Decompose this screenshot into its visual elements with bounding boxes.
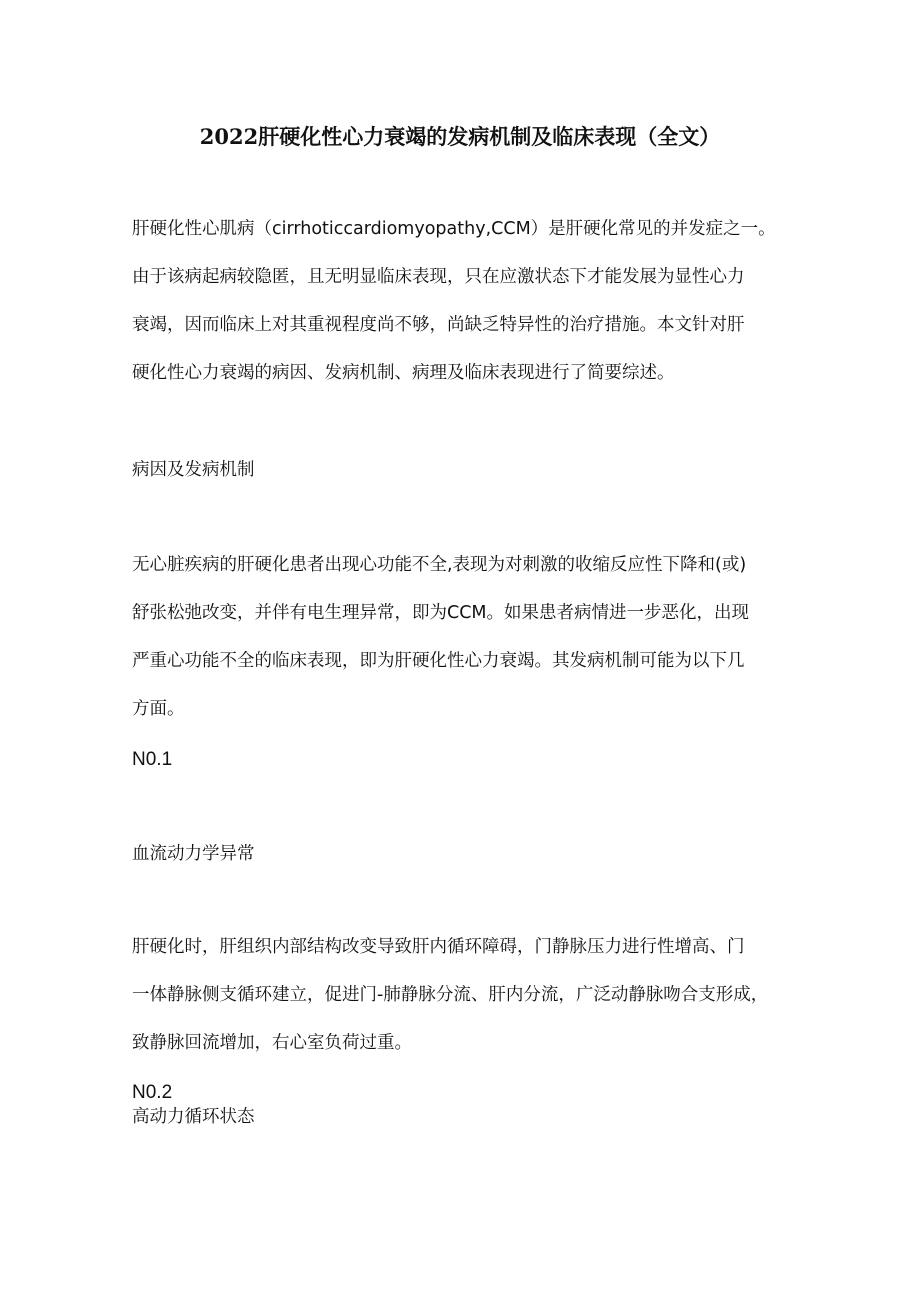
item-number-label: N0.2 <box>132 1082 173 1103</box>
paragraph-line: 肝硬化性心肌病（cirrhoticcardiomyopathy,CCM）是肝硬化常见的并发症之一。 <box>132 219 776 239</box>
intro-paragraph <box>132 214 812 406</box>
paragraph-line: 一体静脉侧支循环建立，促进门-肺静脉分流、肝内分流，广泛动静脉吻合支形成， <box>132 985 769 1005</box>
paragraph-line: 由于该病起病较隐匿，且无明显临床表现，只在应激状态下才能发展为显性心力 <box>132 267 745 287</box>
paragraph-line: 衰竭，因而临床上对其重视程度尚不够，尚缺乏特异性的治疗措施。本文针对肝 <box>132 315 745 335</box>
section-heading: 病因及发病机制 <box>132 460 255 480</box>
paragraph-line: 方面。 <box>132 699 185 719</box>
paragraph-line: 严重心功能不全的临床表现，即为肝硬化性心力衰竭。其发病机制可能为以下几 <box>132 651 745 671</box>
paragraph-line: 致静脉回流增加，右心室负荷过重。 <box>132 1033 412 1053</box>
item-heading: 血流动力学异常 <box>132 844 255 864</box>
section-paragraph <box>132 550 812 742</box>
paragraph-line: 无心脏疾病的肝硬化患者出现心功能不全,表现为对刺激的收缩反应性下降和(或) <box>132 555 747 575</box>
item-number-label: N0.1 <box>132 749 173 770</box>
document-title: 2022肝硬化性心力衰竭的发病机制及临床表现（全文） <box>199 124 721 149</box>
paragraph-line: 舒张松弛改变，并伴有电生理异常，即为CCM。如果患者病情进一步恶化，出现 <box>132 603 750 623</box>
paragraph-line: 肝硬化时，肝组织内部结构改变导致肝内循环障碍，门静脉压力进行性增高、门 <box>132 937 745 957</box>
item-heading: 高动力循环状态 <box>132 1107 255 1127</box>
item-paragraph <box>132 932 812 1076</box>
paragraph-line: 硬化性心力衰竭的病因、发病机制、病理及临床表现进行了简要综述。 <box>132 363 675 383</box>
